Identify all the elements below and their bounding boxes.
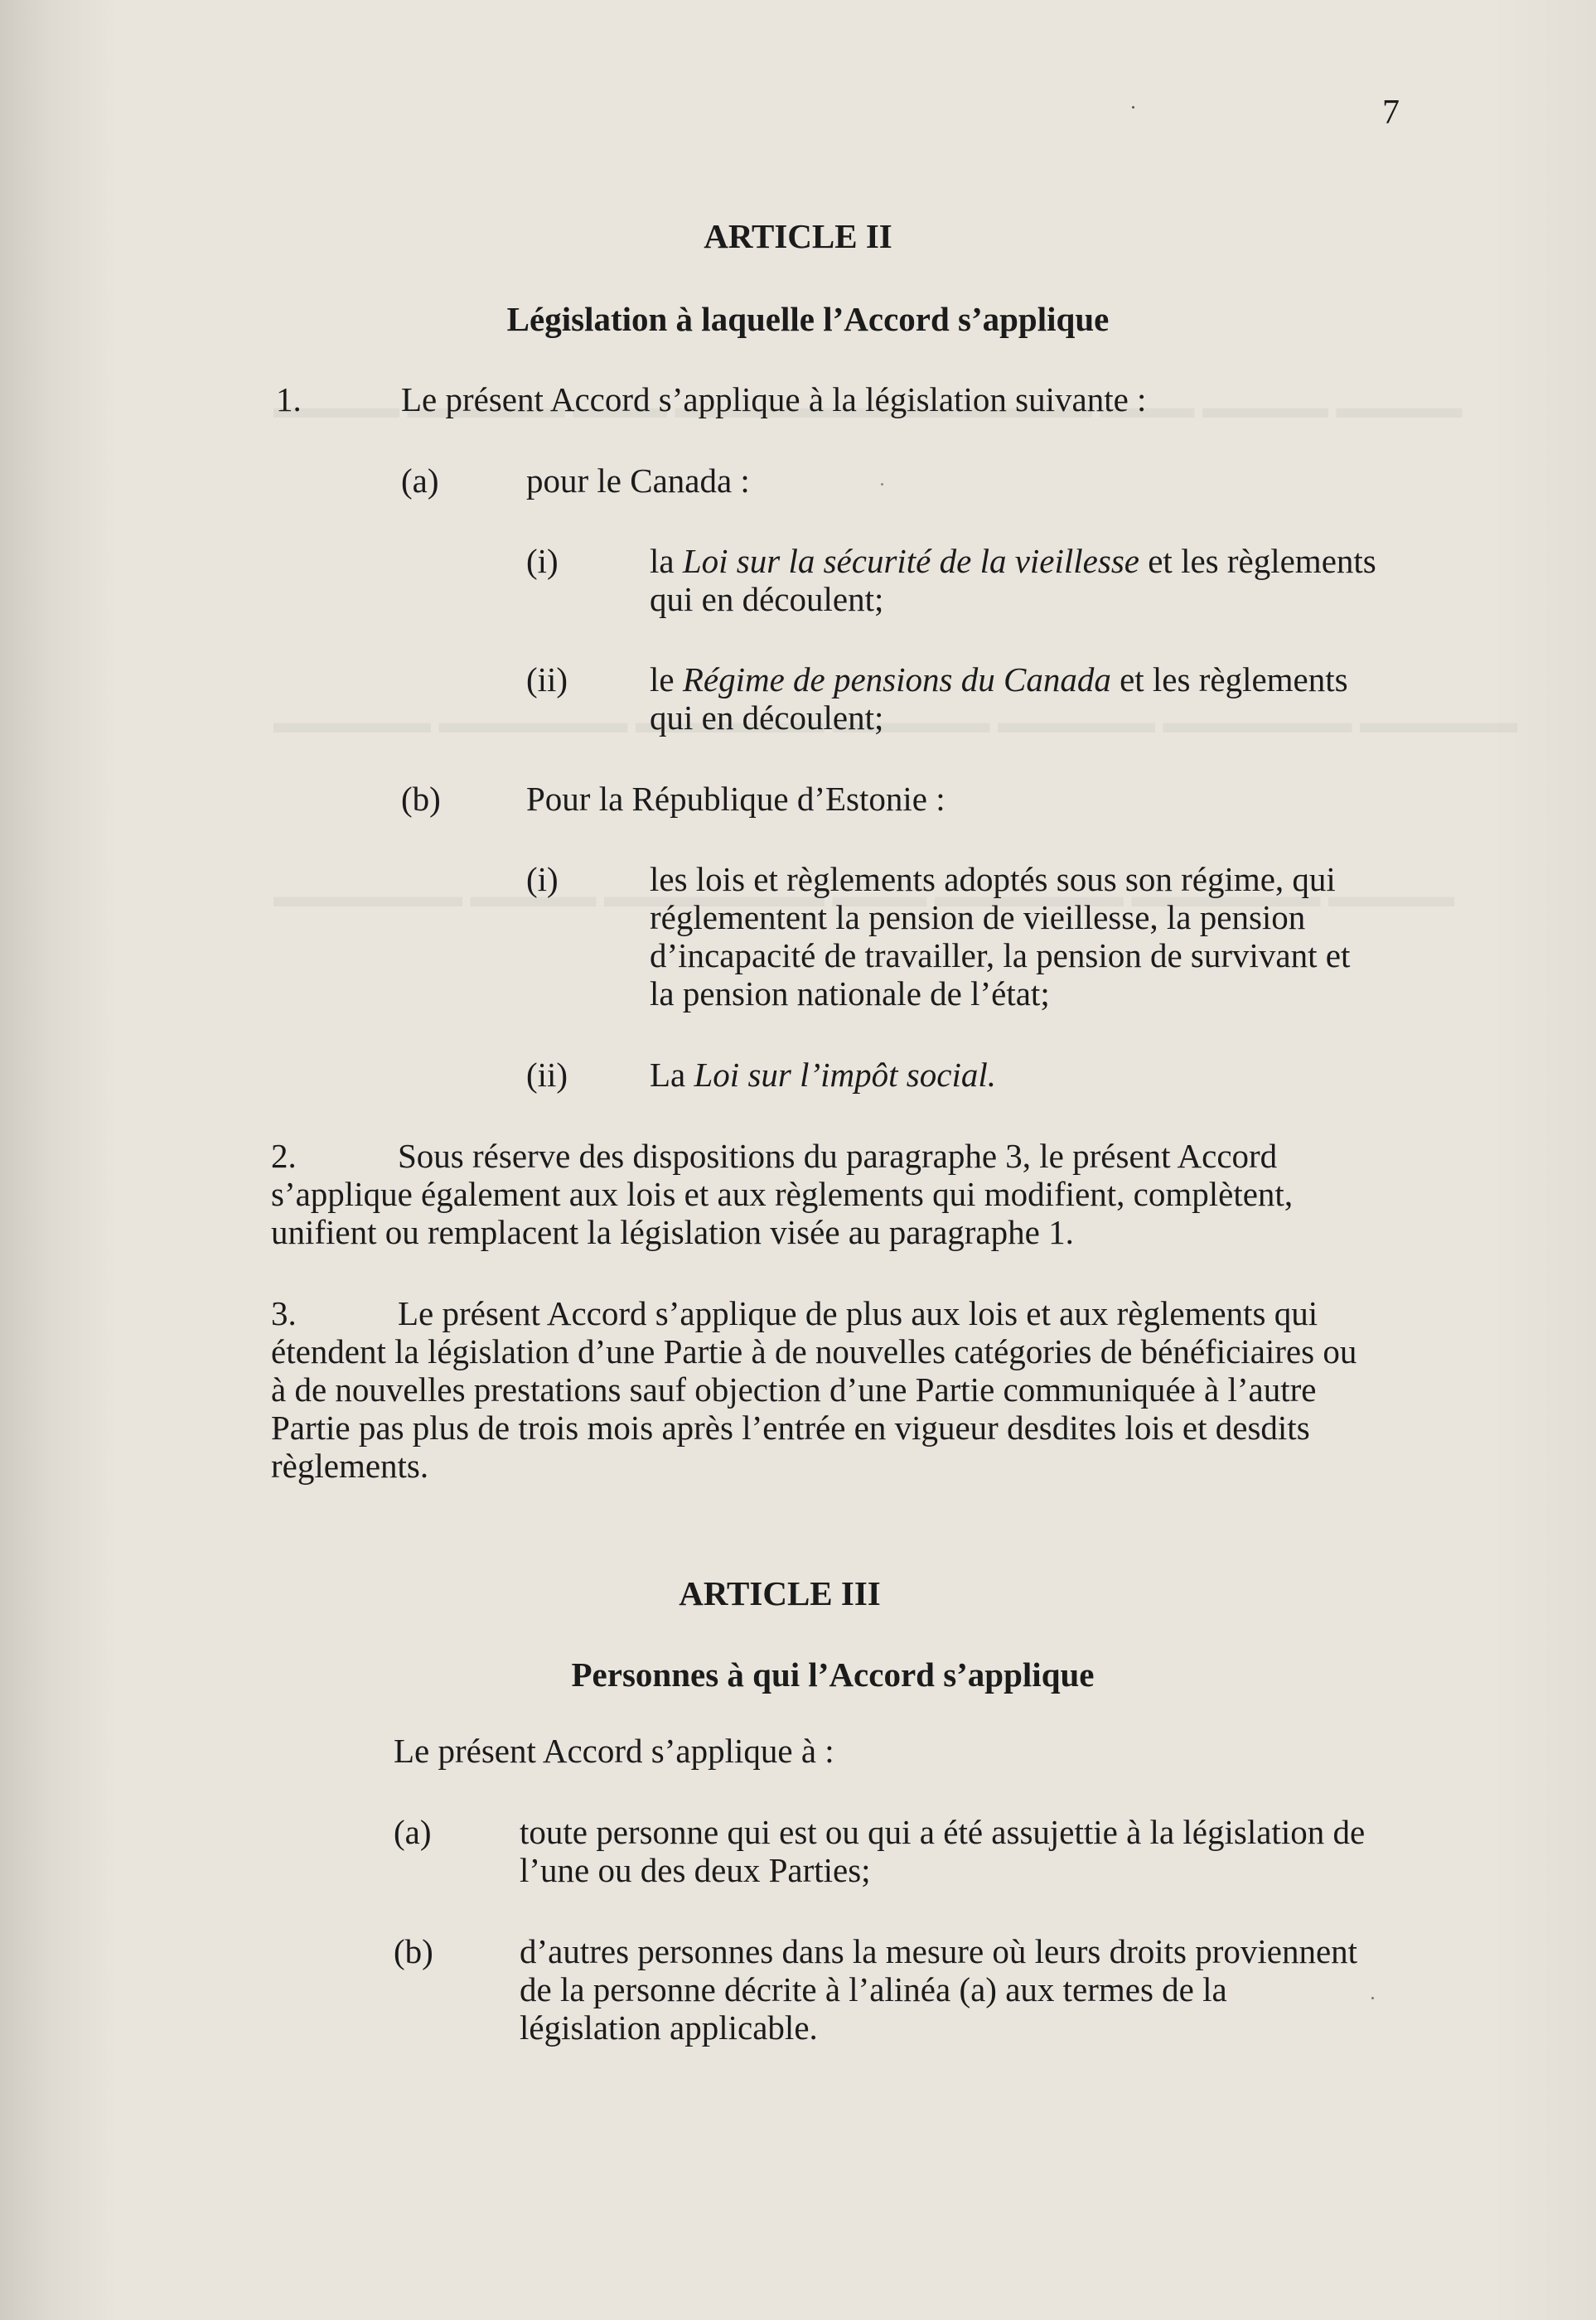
paragraph-text: règlements.	[271, 1447, 429, 1485]
paper-speck	[1132, 106, 1134, 109]
item-text: d’autres personnes dans la mesure où leurs droits proviennent	[520, 1932, 1358, 1970]
text-run: la	[650, 542, 683, 580]
subitem-text: d’incapacité de travailler, la pension de survivant et	[650, 936, 1351, 974]
article-iii-heading: ARTICLE III	[679, 1574, 881, 1612]
law-title: Loi sur l’impôt social.	[694, 1056, 996, 1094]
paragraph-number: 3.	[271, 1294, 297, 1332]
item-text: toute personne qui est ou qui a été assujettie à la législation de	[520, 1813, 1366, 1851]
item-text: législation applicable.	[520, 2008, 818, 2047]
subitem-label: (ii)	[526, 1056, 568, 1094]
paragraph-text: Le présent Accord s’applique à la législation suivante :	[401, 380, 1147, 418]
subitem-text: la pension nationale de l’état;	[650, 974, 1050, 1013]
paragraph-text: Le présent Accord s’applique de plus aux lois et aux règlements qui	[398, 1294, 1318, 1332]
subitem-text	[650, 1056, 996, 1094]
subitem-text	[650, 542, 1376, 580]
item-text: de la personne décrite à l’alinéa (a) aux termes de la	[520, 1970, 1227, 2008]
subitem-label: (i)	[526, 860, 559, 898]
subitem-label: (i)	[526, 542, 559, 580]
text-run: La	[650, 1056, 694, 1094]
paragraph-text: s’applique également aux lois et aux règlements qui modifient, complètent,	[271, 1175, 1294, 1213]
paper-speck	[881, 483, 883, 486]
subitem-text: les lois et règlements adoptés sous son régime, qui	[650, 860, 1336, 898]
text-run: le	[650, 660, 683, 698]
paragraph-number: 2.	[271, 1137, 297, 1175]
subitem-label: (ii)	[526, 660, 568, 698]
paragraph-text: étendent la législation d’une Partie à de nouvelles catégories de bénéficiaires ou	[271, 1332, 1357, 1370]
paper-speck	[1371, 1997, 1374, 1999]
paragraph-text: Sous réserve des dispositions du paragraphe 3, le présent Accord	[398, 1137, 1278, 1175]
subitem-text: réglementent la pension de vieillesse, la pension	[650, 898, 1306, 936]
bleed-through-text	[273, 704, 1517, 741]
page-number: 7	[1382, 94, 1400, 132]
subitem-text: qui en découlent;	[650, 580, 884, 618]
article-iii-title: Personnes à qui l’Accord s’applique	[571, 1655, 1095, 1694]
item-text: Pour la République d’Estonie :	[526, 780, 946, 818]
law-title: Régime de pensions du Canada	[682, 660, 1111, 698]
paragraph-text: Partie pas plus de trois mois après l’entrée en vigueur desdites lois et desdits	[271, 1409, 1310, 1447]
subitem-text	[650, 660, 1348, 698]
paragraph-text: Le présent Accord s’applique à :	[394, 1732, 834, 1770]
paragraph-text: unifient ou remplacent la législation visée au paragraphe 1.	[271, 1213, 1074, 1251]
text-run: et les règlements	[1110, 660, 1348, 698]
paragraph-number: 1.	[276, 380, 302, 418]
article-ii-title: Législation à laquelle l’Accord s’applique	[506, 300, 1110, 338]
item-label: (b)	[401, 780, 441, 818]
article-ii-heading: ARTICLE II	[704, 217, 892, 255]
item-text: l’une ou des deux Parties;	[520, 1851, 871, 1889]
text-run: et les règlements	[1139, 542, 1376, 580]
item-label: (a)	[401, 462, 439, 500]
paragraph-text: à de nouvelles prestations sauf objection d’une Partie communiquée à l’autre	[271, 1370, 1317, 1409]
subitem-text: qui en découlent;	[650, 698, 884, 737]
law-title: Loi sur la sécurité de la vieillesse	[682, 542, 1139, 580]
item-text: pour le Canada :	[526, 462, 750, 500]
item-label: (a)	[394, 1813, 432, 1851]
item-label: (b)	[394, 1932, 433, 1970]
